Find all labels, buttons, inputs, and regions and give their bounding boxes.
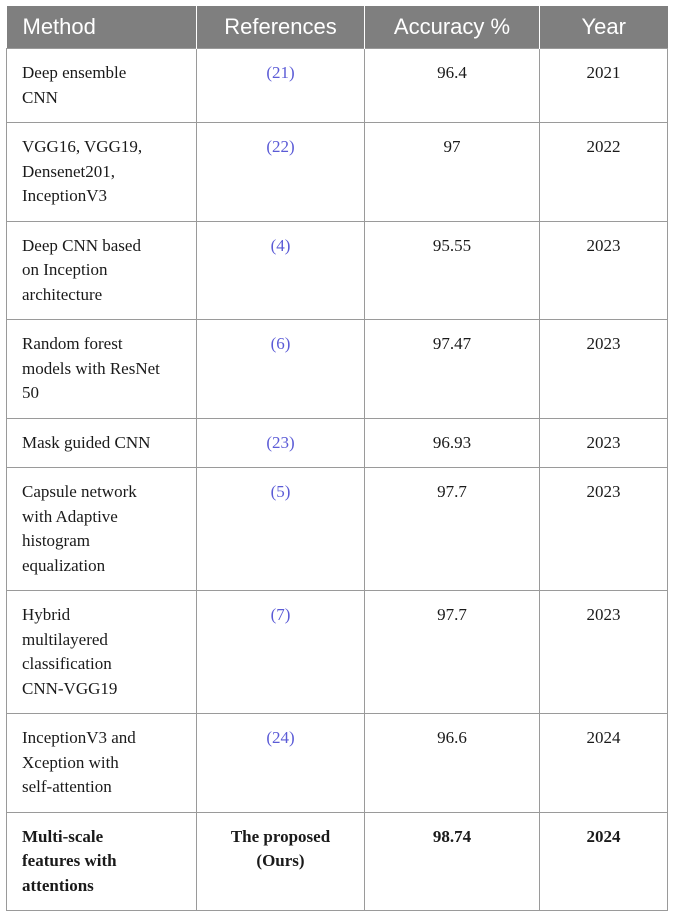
table-row — [7, 418, 668, 468]
header-year: Year — [540, 6, 668, 49]
method-line: Random forest — [22, 334, 123, 353]
reference-line: The proposed — [230, 826, 331, 846]
table-header-row — [7, 6, 668, 49]
method-line: features with — [22, 851, 117, 870]
table-row — [7, 123, 668, 222]
method-line: VGG16, VGG19, — [22, 137, 143, 156]
header-references: References — [197, 6, 365, 49]
method-line: CNN-VGG19 — [22, 678, 118, 698]
year-cell: 2023 — [540, 418, 668, 468]
header-accuracy: Accuracy % — [365, 6, 540, 49]
reference-link[interactable]: (5) — [270, 482, 291, 501]
year-cell: 2021 — [540, 49, 668, 123]
reference-link[interactable]: (21) — [266, 63, 295, 82]
method-line: classification — [22, 654, 112, 673]
reference-link[interactable]: (6) — [270, 334, 291, 353]
accuracy-cell: 95.55 — [365, 221, 540, 320]
year-cell: 2023 — [540, 320, 668, 419]
method-cell — [7, 221, 197, 320]
reference-link[interactable]: (24) — [266, 728, 295, 747]
accuracy-cell: 96.4 — [365, 49, 540, 123]
year-cell: 2022 — [540, 123, 668, 222]
accuracy-cell: 97.47 — [365, 320, 540, 419]
method-line: equalization — [22, 555, 106, 575]
method-cell — [7, 468, 197, 591]
method-cell — [7, 591, 197, 714]
reference-cell — [197, 591, 365, 714]
reference-cell — [197, 221, 365, 320]
reference-cell — [197, 714, 365, 813]
accuracy-cell: 97.7 — [365, 591, 540, 714]
method-cell — [7, 812, 197, 911]
method-line: self-attention — [22, 777, 112, 796]
accuracy-cell: 97.7 — [365, 468, 540, 591]
method-line: multilayered — [22, 629, 108, 649]
method-line: InceptionV3 — [22, 186, 107, 205]
method-line: Mask guided CNN — [22, 432, 151, 452]
accuracy-cell: 96.93 — [365, 418, 540, 468]
year-cell: 2023 — [540, 468, 668, 591]
reference-cell — [197, 812, 365, 911]
reference-line: (Ours) — [256, 851, 305, 870]
table-row — [7, 714, 668, 813]
reference-cell — [197, 418, 365, 468]
method-line: models with ResNet — [22, 358, 160, 378]
accuracy-cell: 97 — [365, 123, 540, 222]
method-line: InceptionV3 and — [22, 728, 136, 747]
method-cell — [7, 49, 197, 123]
method-line: on Inception — [22, 260, 108, 279]
method-line: histogram — [22, 531, 90, 550]
reference-cell — [197, 320, 365, 419]
table-row — [7, 591, 668, 714]
reference-cell — [197, 49, 365, 123]
method-line: 50 — [22, 383, 39, 402]
method-cell — [7, 714, 197, 813]
table-row — [7, 320, 668, 419]
method-line: with Adaptive — [22, 506, 118, 526]
method-line: attentions — [22, 875, 94, 895]
accuracy-cell: 98.74 — [365, 812, 540, 911]
method-line: architecture — [22, 284, 103, 304]
method-line: Deep ensemble — [22, 63, 127, 82]
table-body — [7, 49, 668, 911]
reference-cell — [197, 468, 365, 591]
method-line: Xception with — [22, 752, 119, 772]
table-row — [7, 221, 668, 320]
reference-link[interactable]: (7) — [270, 605, 291, 624]
accuracy-cell: 96.6 — [365, 714, 540, 813]
method-line: Densenet201, — [22, 161, 116, 181]
method-line: Deep CNN based — [22, 235, 141, 255]
year-cell: 2023 — [540, 221, 668, 320]
header-method: Method — [7, 6, 197, 49]
reference-link[interactable]: (4) — [270, 235, 291, 255]
method-line: Hybrid — [22, 605, 71, 624]
reference-link[interactable]: (22) — [266, 137, 295, 156]
method-line: Multi-scale — [22, 826, 104, 846]
table-row — [7, 468, 668, 591]
method-cell — [7, 418, 197, 468]
table-row — [7, 812, 668, 911]
method-cell — [7, 320, 197, 419]
year-cell: 2024 — [540, 714, 668, 813]
reference-cell — [197, 123, 365, 222]
method-line: Capsule network — [22, 482, 137, 501]
reference-link[interactable]: (23) — [266, 432, 295, 452]
year-cell: 2023 — [540, 591, 668, 714]
table-row — [7, 49, 668, 123]
year-cell: 2024 — [540, 812, 668, 911]
method-cell — [7, 123, 197, 222]
method-line: CNN — [22, 87, 58, 107]
comparison-table — [6, 6, 668, 911]
